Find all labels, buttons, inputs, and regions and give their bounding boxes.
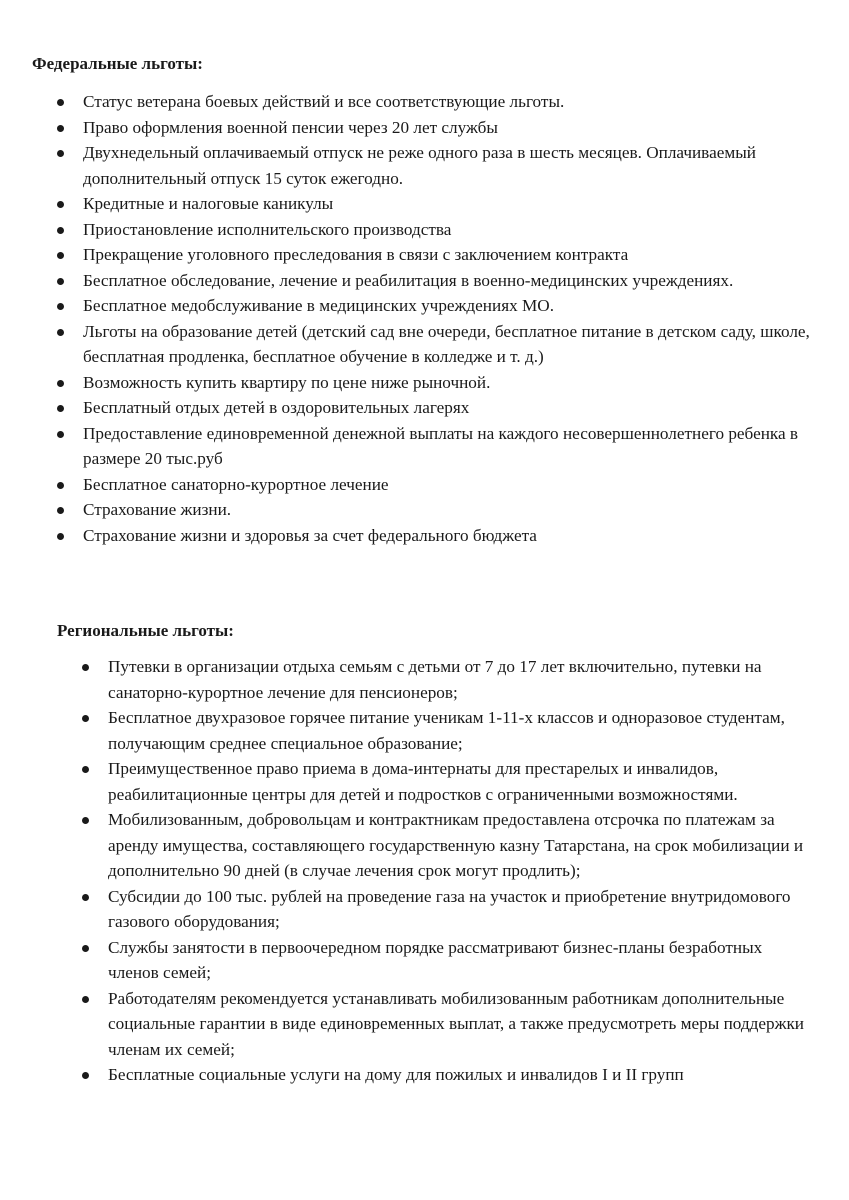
bullet-icon bbox=[57, 303, 64, 310]
list-item bbox=[82, 654, 812, 705]
federal-benefits-heading: Федеральные льготы: bbox=[32, 54, 203, 73]
list-item-text: Прекращение уголовного преследования в связи с заключением контракта bbox=[83, 245, 629, 264]
bullet-icon bbox=[82, 945, 89, 952]
list-item bbox=[57, 115, 817, 141]
list-item-text: Субсидии до 100 тыс. рублей на проведение газа на участок и приобретение внутридомового газового оборудования; bbox=[108, 886, 791, 931]
bullet-icon bbox=[82, 766, 89, 773]
list-item bbox=[57, 319, 817, 370]
regional-benefits-heading: Региональные льготы: bbox=[57, 621, 234, 640]
list-item-text: Страхование жизни и здоровья за счет федерального бюджета bbox=[83, 525, 537, 545]
list-item-text: Путевки в организации отдыха семьям с детьми от 7 до 17 лет включительно, путевки на санаторно-курортное лечение для пенсионеров; bbox=[108, 657, 762, 702]
regional-benefits-list bbox=[82, 654, 812, 1088]
bullet-icon bbox=[57, 150, 64, 157]
list-item-text: Мобилизованным, добровольцам и контрактникам предоставлена отсрочка по платежам за аренду имущества, составляющего государственную казну Татарстана, на срок мобилизации и дополнительно 90 дней (в случае лечения срок могут продлить); bbox=[108, 810, 804, 880]
list-item-text: Бесплатное медобслуживание в медицинских учреждениях МО. bbox=[83, 296, 554, 315]
list-item bbox=[82, 884, 812, 935]
list-item-text: Преимущественное право приема в дома-интернаты для престарелых и инвалидов, реабилитационные центры для детей и подростков с ограниченными возможностями. bbox=[108, 759, 738, 804]
list-item bbox=[57, 395, 817, 421]
bullet-icon bbox=[57, 533, 64, 540]
list-item-text: Льготы на образование детей (детский сад вне очереди, бесплатное питание в детском саду, школе, бесплатная продленка, бесплатное обучение в колледже и т. д.) bbox=[83, 321, 810, 366]
list-item bbox=[57, 497, 817, 523]
list-item-text: Предоставление единовременной денежной выплаты на каждого несовершеннолетнего ребенка в размере 20 тыс.руб bbox=[83, 423, 799, 468]
list-item-text: Право оформления военной пенсии через 20 лет службы bbox=[83, 117, 498, 137]
bullet-icon bbox=[57, 380, 64, 387]
list-item bbox=[82, 756, 812, 807]
bullet-icon bbox=[57, 431, 64, 438]
list-item-text: Бесплатное санаторно-курортное лечение bbox=[83, 474, 389, 494]
list-item bbox=[57, 293, 817, 319]
bullet-icon bbox=[82, 894, 89, 901]
list-item-text: Статус ветерана боевых действий и все соответствующие льготы. bbox=[83, 92, 565, 111]
list-item bbox=[57, 191, 817, 217]
list-item-text: Бесплатное обследование, лечение и реабилитация в военно-медицинских учреждениях. bbox=[83, 270, 734, 290]
list-item-text: Бесплатный отдых детей в оздоровительных лагерях bbox=[83, 398, 470, 417]
bullet-icon bbox=[57, 227, 64, 234]
list-item bbox=[57, 89, 817, 115]
list-item bbox=[82, 807, 812, 884]
bullet-icon bbox=[82, 817, 89, 824]
list-item bbox=[57, 140, 817, 191]
bullet-icon bbox=[57, 252, 64, 259]
list-item-text: Бесплатные социальные услуги на дому для пожилых и инвалидов I и II групп bbox=[108, 1065, 684, 1084]
bullet-icon bbox=[82, 715, 89, 722]
list-item-text: Двухнедельный оплачиваемый отпуск не реже одного раза в шесть месяцев. Оплачиваемый дополнительный отпуск 15 суток ежегодно. bbox=[83, 143, 756, 188]
bullet-icon bbox=[57, 507, 64, 514]
list-item bbox=[57, 242, 817, 268]
list-item bbox=[82, 986, 812, 1063]
bullet-icon bbox=[57, 99, 64, 106]
list-item-text: Бесплатное двухразовое горячее питание ученикам 1-11-х классов и одноразовое студентам, получающим среднее специальное образование; bbox=[108, 708, 785, 753]
list-item-text: Приостановление исполнительского производства bbox=[83, 219, 452, 239]
list-item bbox=[57, 421, 817, 472]
federal-benefits-list bbox=[57, 89, 817, 548]
bullet-icon bbox=[57, 278, 64, 285]
bullet-icon bbox=[57, 201, 64, 208]
bullet-icon bbox=[57, 329, 64, 336]
list-item bbox=[82, 705, 812, 756]
list-item bbox=[57, 523, 817, 549]
list-item bbox=[57, 370, 817, 396]
bullet-icon bbox=[82, 996, 89, 1003]
list-item-text: Службы занятости в первоочередном порядке рассматривают бизнес-планы безработных членов семей; bbox=[108, 937, 763, 982]
list-item bbox=[82, 1062, 812, 1088]
bullet-icon bbox=[82, 664, 89, 671]
list-item-text: Страхование жизни. bbox=[83, 500, 232, 519]
bullet-icon bbox=[57, 125, 64, 132]
bullet-icon bbox=[57, 405, 64, 412]
bullet-icon bbox=[82, 1072, 89, 1079]
list-item bbox=[57, 268, 817, 294]
list-item-text: Возможность купить квартиру по цене ниже рыночной. bbox=[83, 372, 491, 392]
list-item bbox=[57, 472, 817, 498]
list-item bbox=[82, 935, 812, 986]
bullet-icon bbox=[57, 482, 64, 489]
list-item-text: Работодателям рекомендуется устанавливать мобилизованным работникам дополнительные социальные гарантии в виде единовременных выплат, а также предусмотреть меры поддержки членам их семей; bbox=[108, 988, 804, 1059]
list-item-text: Кредитные и налоговые каникулы bbox=[83, 194, 334, 213]
list-item bbox=[57, 217, 817, 243]
